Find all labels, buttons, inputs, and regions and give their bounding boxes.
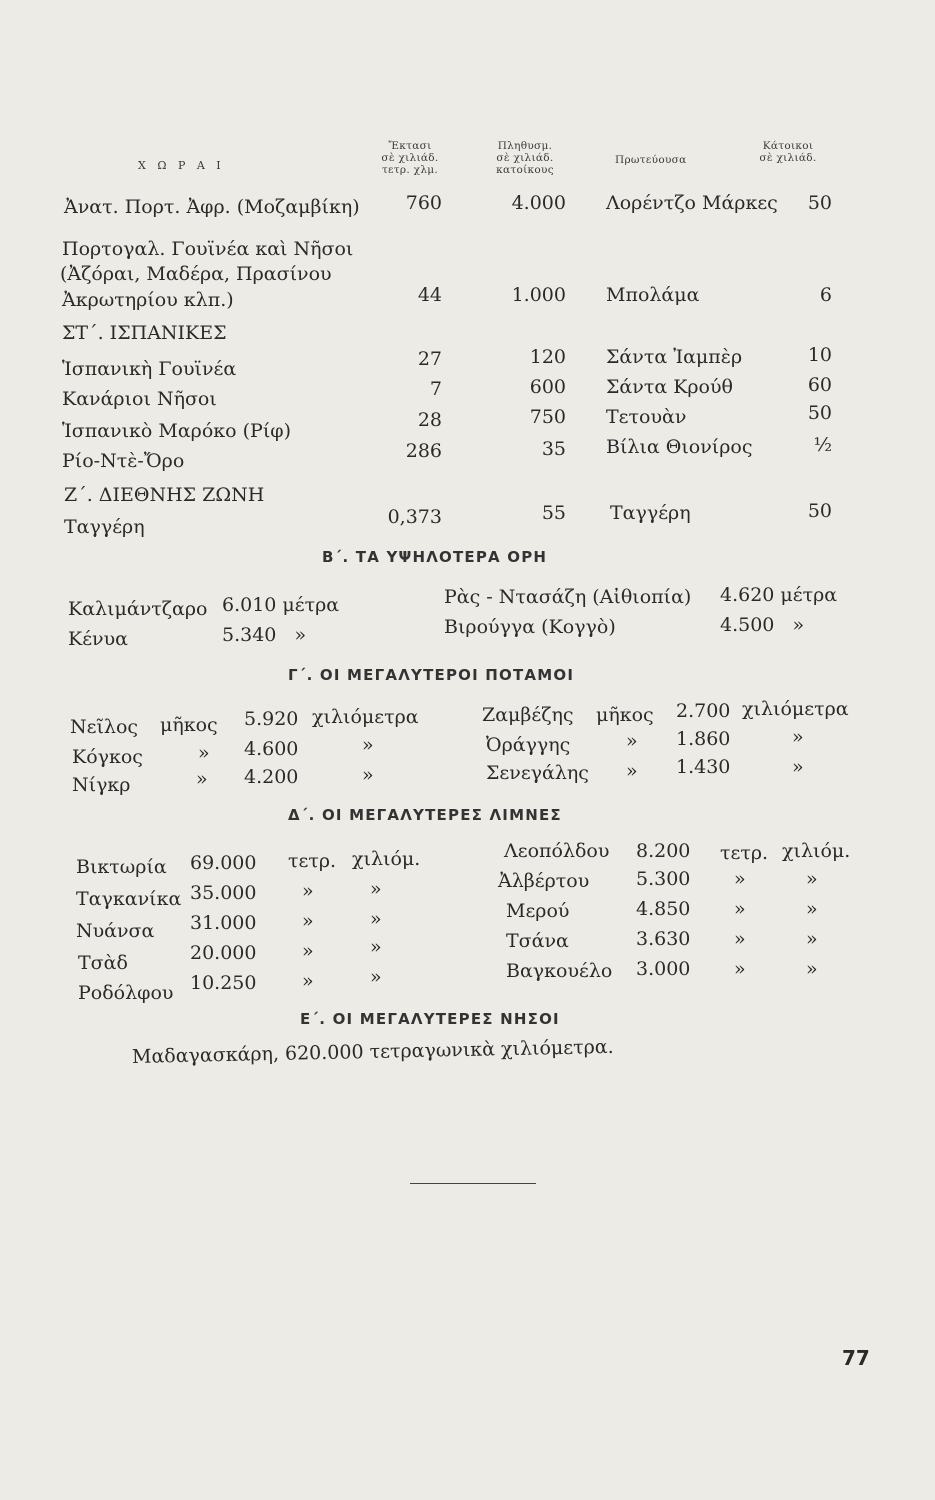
lake-name: Ἀλβέρτου [498,870,590,892]
country-name-line: Πορτογαλ. Γουϊνέα καὶ Νῆσοι [62,238,354,260]
lake-unit: χιλιόμ. [352,848,421,870]
mountain-name: Κένυα [68,628,128,650]
capital-name: Σάντα Ἰαμπὲρ [606,346,743,368]
lake-area: 35.000 [190,882,257,904]
lake-area: 69.000 [190,852,257,874]
lake-unit: » [302,880,314,902]
lake-name: Μερού [506,900,570,922]
river-label: μῆκος [596,704,654,726]
country-name: Ἱσπανικὴ Γουϊνέα [62,358,237,380]
river-unit: » [362,734,374,756]
river-unit: χιλιόμετρα [312,706,419,728]
lake-area: 8.200 [636,840,691,862]
lake-unit: » [734,898,746,920]
mountain-name: Ρὰς - Ντασάζη (Αἰθιοπία) [444,586,692,608]
river-length: 1.860 [676,728,731,750]
river-name: Νίγκρ [72,774,131,796]
river-label: » [196,768,208,790]
mountain-height: 5.340 » [222,624,307,646]
country-name-line: (Ἀζόραι, Μαδέρα, Πρασίνου [60,263,332,285]
capital-name: Ταγγέρη [610,502,691,524]
lake-unit: » [734,868,746,890]
area-value: 28 [417,409,442,431]
capital-name: Τετουὰν [606,406,687,428]
lake-unit: » [370,908,382,930]
population-value: 750 [529,406,566,428]
river-length: 1.430 [676,756,731,778]
country-name: Ταγγέρη [64,516,145,538]
capital-population-value: 50 [807,192,832,214]
lake-unit: » [806,898,818,920]
header-area: Ἔκτασι σὲ χιλιάδ. τετρ. χλμ. [381,140,439,176]
river-name: Κόγκος [72,746,143,768]
section-heading: Ζ΄. ΔΙΕΘΝΗΣ ΖΩΝΗ [64,484,265,506]
section-title-lakes: Δ΄. ΟΙ ΜΕΓΑΛΥΤΕΡΕΣ ΛΙΜΝΕΣ [288,806,562,824]
river-label: μῆκος [160,714,218,736]
lake-area: 31.000 [190,912,257,934]
area-value: 0,373 [387,506,442,528]
capital-population-value: 10 [807,344,832,366]
lake-unit: » [302,970,314,992]
lake-area: 3.630 [636,928,691,950]
lake-name: Ροδόλφου [78,982,174,1004]
country-name: Ἀνατ. Πορτ. Ἀφρ. (Μοζαμβίκη) [64,196,360,218]
population-value: 600 [529,376,566,398]
lake-unit: » [806,868,818,890]
mountain-name: Βιρούγγα (Κογγὸ) [444,616,616,638]
section-title-mountains: Β΄. ΤΑ ΥΨΗΛΟΤΕΡΑ ΟΡΗ [322,548,548,566]
population-value: 55 [541,502,566,524]
lake-area: 5.300 [636,868,691,890]
section-title-islands: Ε΄. ΟΙ ΜΕΓΑΛΥΤΕΡΕΣ ΝΗΣΟΙ [300,1010,560,1028]
mountain-height: 4.500 » [720,614,805,636]
country-name: Ἱσπανικὸ Μαρόκο (Ρίφ) [62,420,291,442]
population-value: 4.000 [511,192,566,214]
capital-name: Λορέντζο Μάρκες [606,192,778,214]
area-value: 7 [429,378,442,400]
lake-area: 4.850 [636,898,691,920]
lake-unit: » [806,928,818,950]
lake-unit: » [734,928,746,950]
capital-population-value: ½ [813,434,832,456]
river-name: Ζαμβέζης [482,704,574,726]
lake-unit: τετρ. [720,842,769,864]
lake-unit: χιλιόμ. [782,840,851,862]
river-length: 4.200 [244,766,299,788]
lake-area: 3.000 [636,958,691,980]
population-value: 35 [541,438,566,460]
lake-unit: » [734,958,746,980]
river-length: 2.700 [676,700,731,722]
population-value: 120 [529,346,566,368]
lake-name: Νυάνσα [76,920,155,942]
area-value: 760 [405,192,442,214]
area-value: 286 [405,440,442,462]
lake-unit: » [370,878,382,900]
country-name: Ρίο-Ντὲ-Ὄρο [62,450,185,472]
river-label: » [626,760,638,782]
header-population: Πληθυσμ. σὲ χιλιάδ. κατοίκους [496,140,554,176]
lake-unit: » [806,958,818,980]
capital-name: Σάντα Κρούθ [606,376,733,398]
separator-rule [410,1183,536,1184]
river-unit: » [362,764,374,786]
capital-population-value: 50 [807,402,832,424]
islands-text: Μαδαγασκάρη, 620.000 τετραγωνικὰ χιλιόμετρα. [131,1035,614,1068]
capital-population-value: 60 [807,374,832,396]
area-value: 27 [417,348,442,370]
page-number: 77 [842,1346,870,1370]
country-name-line: Ἀκρωτηρίου κλπ.) [62,289,234,311]
population-value: 1.000 [511,284,566,306]
lake-unit: » [302,940,314,962]
section-heading: ΣΤ΄. ΙΣΠΑΝΙΚΕΣ [62,322,227,344]
river-label: » [198,742,210,764]
river-unit: χιλιόμετρα [742,698,849,720]
capital-name: Βίλια Θιονίρος [606,436,753,458]
capital-population-value: 50 [807,500,832,522]
lake-unit: » [370,936,382,958]
lake-name: Τσὰδ [78,952,128,974]
river-name: Σενεγάλης [486,762,589,784]
lake-name: Ταγκανίκα [76,888,182,910]
lake-name: Λεοπόλδου [504,840,610,862]
capital-name: Μπολάμα [606,284,700,306]
section-title-rivers: Γ΄. ΟΙ ΜΕΓΑΛΥΤΕΡΟΙ ΠΟΤΑΜΟΙ [288,666,575,684]
river-length: 4.600 [244,738,299,760]
river-name: Ὀράγγης [486,734,571,756]
mountain-height: 6.010 μέτρα [222,594,340,616]
lake-name: Βαγκουέλο [506,960,613,982]
river-label: » [626,730,638,752]
river-name: Νεῖλος [70,716,139,738]
lake-unit: » [302,910,314,932]
mountain-height: 4.620 μέτρα [720,584,838,606]
country-name: Κανάριοι Νῆσοι [62,388,217,410]
header-capital: Πρωτεύουσα [615,154,687,166]
lake-unit: » [370,966,382,988]
header-capital-population: Κάτοικοι σὲ χιλιάδ. [759,140,817,164]
river-length: 5.920 [244,708,299,730]
lake-area: 20.000 [190,942,257,964]
river-unit: » [792,756,804,778]
capital-population-value: 6 [819,284,832,306]
mountain-name: Καλιμάντζαρο [68,598,208,620]
lake-name: Βικτωρία [76,856,167,878]
lake-area: 10.250 [190,972,257,994]
lake-unit: τετρ. [288,850,337,872]
header-countries: Χ Ω Ρ Α Ι [138,159,225,172]
lake-name: Τσάνα [506,930,569,952]
area-value: 44 [417,284,442,306]
river-unit: » [792,726,804,748]
